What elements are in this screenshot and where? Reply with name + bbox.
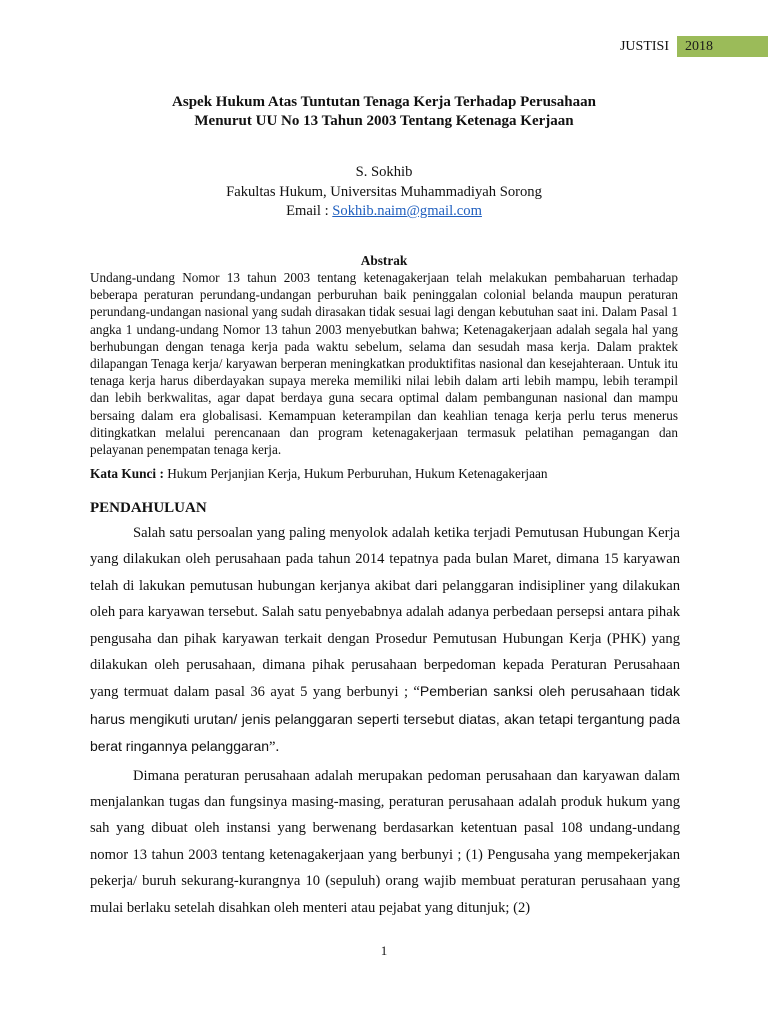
page-number: 1 bbox=[380, 943, 388, 958]
quoted-regulation: Pemberian sanksi oleh perusahaan tidak harus mengikuti urutan/ jenis pelanggaran seperti tersebut diatas, akan tetapi tergantung pada berat ringannya pelanggaran bbox=[90, 683, 681, 755]
paragraph-2: Dimana peraturan perusahaan adalah merupakan pedoman perusahaan dan karyawan dalam menjalankan tugas dan fungsinya masing-masing, peraturan perusahaan adalah produk hukum yang sah yang dibuat oleh instansi yang berwenang berdasarkan ketentuan pasal 108 undang-undang nomor 13 tahun 2003 tentang ketenagakerjaan yang berbunyi ; (1) Pengusaha yang mempekerjakan pekerja/ buruh sekurang-kurangnya 10 (sepuluh) orang wajib membuat peraturan perusahaan yang mulai berlaku setelah disahkan oleh menteri atau pejabat yang ditunjuk; (2) bbox=[90, 767, 680, 916]
section-heading: PENDAHULUAN bbox=[90, 500, 207, 516]
paragraph-1 bbox=[90, 520, 680, 761]
author-block bbox=[0, 163, 768, 222]
email-label: Email : bbox=[286, 203, 333, 219]
abstract-heading: Abstrak bbox=[360, 253, 408, 268]
paragraph-1-end: ”. bbox=[269, 739, 280, 756]
year-badge: 2018 bbox=[677, 36, 768, 57]
keywords bbox=[90, 465, 680, 483]
email-link[interactable]: Sokhib.naim@gmail.com bbox=[332, 203, 482, 219]
title-line-2: Menurut UU No 13 Tahun 2003 Tentang Ketenaga Kerjaan bbox=[194, 113, 574, 129]
author-email-line bbox=[0, 202, 768, 222]
running-header bbox=[620, 36, 768, 57]
abstract-text: Undang-undang Nomor 13 tahun 2003 tentang ketenagakerjaan telah melakukan pembaharuan terhadap beberapa peraturan perundang-undangan perburuhan baik peninggalan colonial belanda maupun peraturan perundang-undangan nasional yang sudah dirasakan tidak sesuai lagi dengan kebutuhan saat ini. Dalam Pasal 1 angka 1 undang-undang Nomor 13 tahun 2003 menyebutkan bahwa; Ketenagakerjaan adalah segala hal yang berhubungan dengan tenaga kerja pada waktu sebelum, selama dan sesudah masa kerja. Dalam praktek dilapangan Tenaga kerja/ karyawan berperan meningkatkan produktifitas nasional dan kesejahteraan. Untuk itu tenaga kerja harus diberdayakan supaya mereka memiliki nilai lebih dalam arti lebih mampu, lebih terampil dan lebih berkwalitas, agar dapat berdaya guna secara optimal dalam pembangunan nasional dan mampu bersaing dalam era globalisasi. Kemampuan keterampilan dan keahlian tenaga kerja perlu terus menerus ditingkatkan melalui perencanaan dan program ketenagakerjaan termasuk pelatihan pemagangan dan pelayanan penempatan tenaga kerja. bbox=[90, 270, 678, 458]
author-name: S. Sokhib bbox=[355, 164, 413, 180]
keywords-text: Hukum Perjanjian Kerja, Hukum Perburuhan, Hukum Ketenagakerjaan bbox=[163, 466, 548, 481]
body-text bbox=[90, 520, 680, 921]
journal-name: JUSTISI bbox=[619, 39, 669, 54]
title-line-1: Aspek Hukum Atas Tuntutan Tenaga Kerja Terhadap Perusahaan bbox=[172, 94, 596, 110]
keywords-label: Kata Kunci : bbox=[90, 466, 164, 481]
paper-title bbox=[0, 93, 768, 131]
author-affiliation: Fakultas Hukum, Universitas Muhammadiyah Sorong bbox=[226, 183, 542, 200]
paragraph-1-text: Salah satu persoalan yang paling menyolok adalah ketika terjadi Pemutusan Hubungan Kerja yang dilakukan oleh perusahaan pada tahun 2014 tepatnya pada bulan Maret, dimana 15 karyawan telah di lakukan pemutusan hubungan kerjanya akibat dari pelanggaran indisipliner yang dilakukan oleh para karyawan tersebut. Salah satu penyebabnya adalah adanya perbedaan persepsi antara pihak pengusaha dan pihak karyawan terkait dengan Prosedur Pemutusan Hubungan Kerja (PHK) yang dilakukan oleh perusahaan, dimana pihak perusahaan berpedoman kepada Peraturan Perusahaan yang termuat dalam pasal 36 ayat 5 yang berbunyi ; “ bbox=[90, 525, 680, 701]
